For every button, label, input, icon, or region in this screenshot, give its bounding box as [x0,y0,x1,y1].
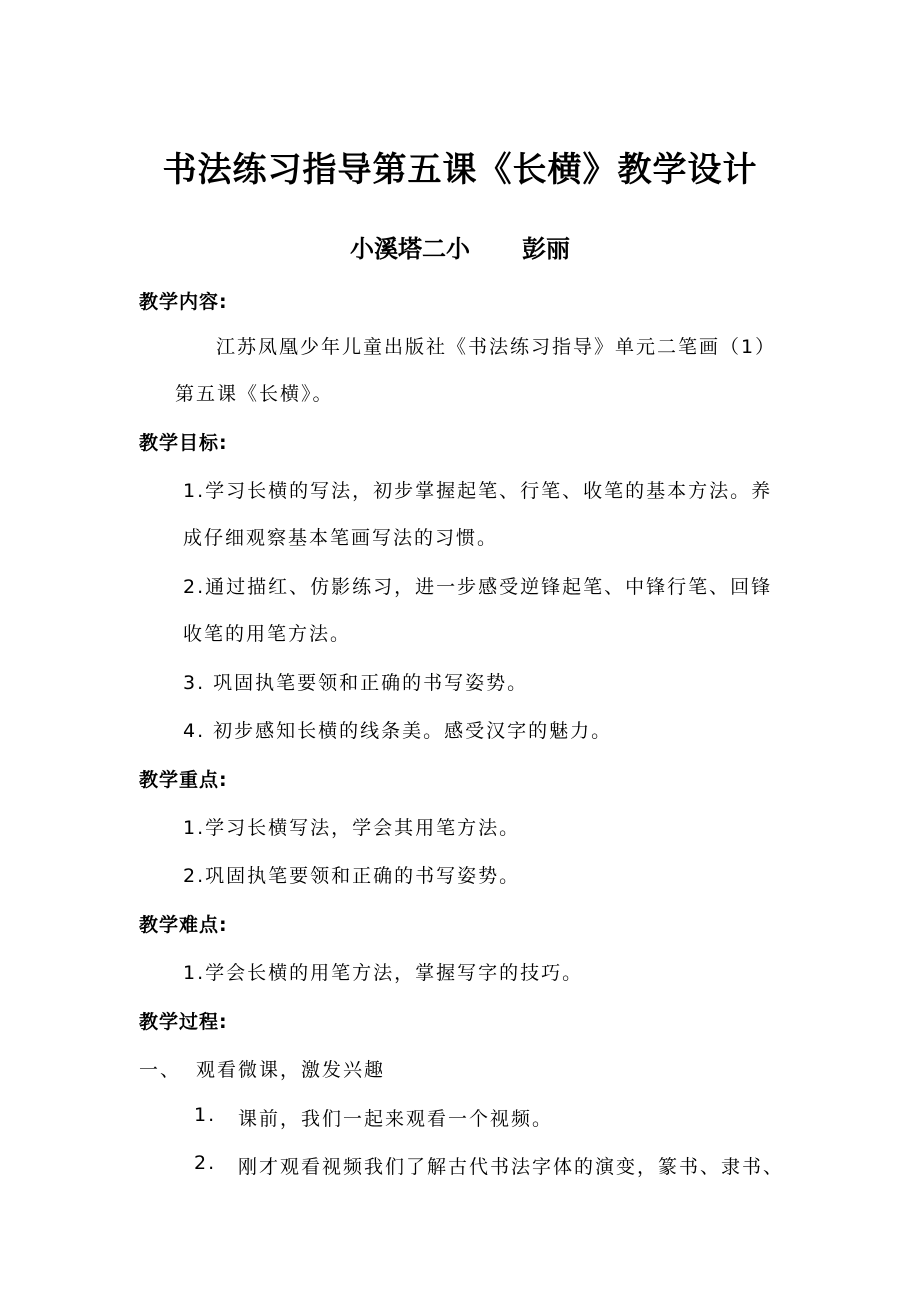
section-heading-process: 教学过程: [139,1011,228,1033]
objective-line: 收笔的用笔方法。 [183,623,352,645]
objective-line: 2.通过描红、仿影练习，进一步感受逆锋起笔、中锋行笔、回锋 [183,576,773,598]
document-title: 书法练习指导第五课《长横》教学设计 [162,150,758,190]
objective-line: 4. 初步感知长横的线条美。感受汉字的魅力。 [183,720,613,742]
process-item-text: 课前，我们一起来观看一个视频。 [238,1108,554,1130]
key-point-line: 1.学习长横写法，学会其用笔方法。 [183,817,521,839]
content-line: 第五课《长横》。 [175,383,334,405]
section-heading-content: 教学内容: [139,291,228,313]
key-point-line: 2.巩固执笔要领和正确的书写姿势。 [183,865,521,887]
author-name: 彭丽 [522,235,570,263]
author-school: 小溪塔二小 [350,235,470,263]
content-line: 江苏凤凰少年儿童出版社《书法练习指导》单元二笔画（1） [216,336,777,358]
difficulty-line: 1.学会长横的用笔方法，掌握写字的技巧。 [183,962,584,984]
author-line [0,229,920,264]
objective-line: 1.学习长横的写法，初步掌握起笔、行笔、收笔的基本方法。养 [183,480,773,502]
objective-line: 成仔细观察基本笔画写法的习惯。 [183,527,499,549]
process-step-label: 一、 [139,1059,182,1081]
objective-line: 3. 巩固执笔要领和正确的书写姿势。 [183,672,529,694]
process-item-number: 2. [194,1152,217,1174]
section-heading-difficulties: 教学难点: [139,914,228,936]
section-heading-key-points: 教学重点: [139,769,228,791]
section-heading-objectives: 教学目标: [139,432,228,454]
process-step-title: 观看微课，激发兴趣 [196,1059,386,1081]
process-item-text: 刚才观看视频我们了解古代书法字体的演变，篆书、隶书、 [238,1156,785,1178]
process-item-number: 1. [194,1104,217,1126]
